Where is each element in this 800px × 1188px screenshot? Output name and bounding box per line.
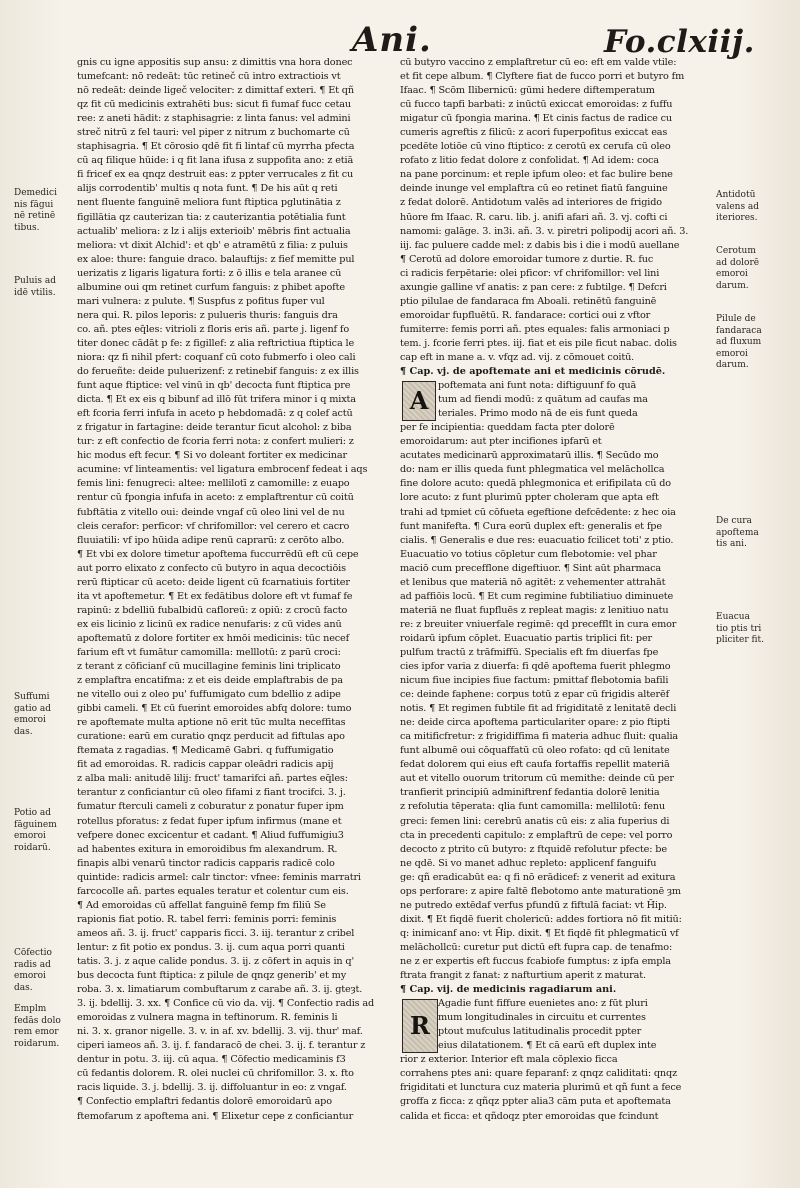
right-text-column (400, 56, 712, 1124)
margin-note-line: apoftema (716, 527, 759, 538)
text-line: z emplaftra encatifma: z et eis deide emplaftrabis de pa (77, 675, 343, 687)
text-line: lore acuto: z funt plurimū ppter choleram que apta eft (400, 492, 659, 504)
text-line: poftemata ani funt nota: diftiguunf fo quā (438, 380, 637, 392)
margin-note-line: valens ad (716, 201, 760, 212)
text-line: titer donec cādāt p fe: z figillef: z alia reftrictiua ftiptica le (77, 337, 355, 349)
text-line: fine dolore acuto: quedā phlegmonica et erifipilata cū do (400, 478, 671, 490)
text-line: ¶ Confectio emplaftri fedantis dolorē emoroidarū apo (77, 1096, 332, 1108)
text-line: ptout mufculus latitudinalis procedit ppter (438, 1026, 642, 1038)
text-line: cleis cerafor: perficor: vf chrifomillor: vel cerero et cacro (77, 520, 350, 532)
margin-note (14, 1004, 76, 1050)
margin-note (14, 276, 76, 299)
text-line: fubftātia z vitello oui: deinde vngaf cū oleo lini vel de nu (77, 506, 345, 518)
text-line: streč nitrū z fel tauri: vel piper z nitrum z buchomarte cū (77, 127, 350, 139)
text-line: ameos añ. 3. ij. fruct' capparis ficci. 3. iij. terantur z cribel (77, 927, 355, 939)
margin-note-line: tio ptis tri (716, 623, 762, 634)
margin-note-line: emoroi (716, 269, 748, 279)
text-line: farium eft vt fumātur camomilla: melllotū: z parū croci: (77, 646, 341, 658)
text-line: fluuiatili: vf ipo hūida adipe renū caprarū: z cerōto albo. (77, 534, 345, 546)
text-line: pcedēte lotiōe cū vino ftiptico: z cerotū ex cerufa cū oleo (400, 141, 671, 153)
text-line: rofato z litio fedat dolore z confolidat. ¶ Ad idem: coca (400, 155, 659, 167)
text-line: pulfum tractū z trāfmiffū. Specialis eft fm diuerfas fpe (400, 646, 659, 658)
text-line: eius dilatationem. ¶ Et cā earū eft duplex inte (438, 1040, 657, 1052)
text-line: Euacuatio vo totius cōpletur cum flebotomie: vel phar (400, 548, 657, 560)
margin-note-line: Suffumi (14, 692, 50, 702)
text-line: per fe incipientia: queddam facta pter dolorē (400, 422, 615, 434)
text-line: maciō cum precefflone digeftiuor. ¶ Sint aūt pharmaca (400, 562, 662, 574)
text-line: funt albumē oui cōquaffatū cū oleo rofato: qd cū lenitate (400, 745, 670, 757)
text-line: ge: qñ eradicabūt ea: q fi nō erādicef: z venerit ad exitura (400, 871, 676, 883)
text-line: Agadie funt fiffure euenietes ano: z fūt pluri (438, 998, 648, 1010)
decorated-initial-r: R (402, 999, 438, 1053)
text-line: acumine: vf linteamentis: vel ligatura embrocenf fedeat i aqs (77, 464, 368, 476)
text-line: fit ad emoroidas. R. radicis cappar oleādri radicis apij (77, 759, 334, 771)
text-line: ne putredo extēdaf verfus pfundū z fiftulā faciat: vt H̄ip. (400, 899, 667, 911)
text-line: rentur cū fpongia infufa in aceto: z emplaftrentur cū coitū (77, 492, 354, 504)
margin-note-line: roidarū. (14, 842, 51, 853)
margin-note-line: Euacua (716, 612, 750, 622)
text-line: greci: femen lini: cerebrū anatis cū eis: z alia fuperius di (400, 815, 670, 827)
text-line: actualib' meliora: z lz i alijs exterioib' mēbris fint actualia (77, 225, 351, 237)
text-line: iij. fac puluere cadde mel: z dabis bis i die i modū auellane (400, 239, 680, 251)
text-line: tum ad fiendi modū: z quātum ad caufas ma (438, 394, 648, 406)
margin-note-line: Pilule de (716, 314, 756, 324)
text-line: fumiterre: femis porri añ. ptes equales: falis armoniaci p (400, 323, 670, 335)
text-line: ops perforare: z apire faltē flebotomo ante maturationē ȝm (400, 885, 681, 897)
margin-note-line: das. (14, 726, 33, 737)
left-text-column (77, 56, 389, 1124)
text-line: gnis cu igne appositis sup ansu: z dimittis vna hora donec (77, 57, 353, 68)
text-line: roba. 3. x. limatiarum combuftarum z carabe añ. 3. ij. gteȝt. (77, 984, 363, 996)
margin-note (14, 692, 76, 738)
margin-note-line: Potio ad (14, 808, 52, 818)
text-line: eft fcoria ferri infufa in aceto p hebdomadā: z q colef actū (77, 408, 353, 420)
margin-note-line: emoroi (14, 715, 46, 725)
text-line: cumeris agreftis z filicū: z acori fuperpofitus exiccat eas (400, 127, 668, 139)
text-line: groffa z ficca: z qñqz ppter alia3 cām puta et apoftemata (400, 1096, 671, 1108)
text-line: na pane porcinum: et reple ipfum oleo: et fac bulire bene (400, 169, 673, 181)
margin-note (14, 808, 76, 854)
margin-note-line: fedās dolo (14, 1015, 61, 1026)
text-line: ne qdē. Si vo manet adhuc repleto: applicenf fanguifu (400, 857, 657, 869)
text-line: cialis. ¶ Generalis e due res: euacuatio fcilicet toti' z ptio. (400, 534, 674, 546)
margin-note-line: fāguinem (14, 819, 57, 830)
text-line: roidarū ipfum cōplet. Euacuatio partis triplici fit: per (400, 632, 653, 644)
text-line: corrahens ptes ani: quare feparanf: z qnqz caliditati: qnqz (400, 1068, 678, 1080)
margin-note-line: tis ani. (716, 539, 747, 549)
text-line: tumefcant: nō redeāt: tūc retineč cū intro extractiois vt (77, 71, 341, 83)
margin-note (716, 246, 794, 292)
text-line: ftemofarum z apoftema ani. ¶ Elixetur cepe z conficiantur (77, 1110, 354, 1122)
margin-note-line: ad dolorē (716, 257, 760, 268)
text-line: nicum fiue incipies fiue factum: pmittaf flebotomia bafili (400, 675, 669, 687)
text-line: hūore fm Ifaac. R. caru. lib. j. anifi afari añ. 3. vj. cofti ci (400, 211, 668, 223)
margin-note-line: rem emor (14, 1027, 59, 1037)
text-line: frigiditati et lunctura cuz materia plurimū et qñ funt a fece (400, 1082, 682, 1094)
text-line: uerizatis z ligaris ligatura forti: z ō illis e tela aranee cū (77, 267, 342, 279)
margin-note-line: Cōfectio (14, 948, 52, 958)
text-line: funt aque ftiptice: vel vinū in qb' decocta funt ftiptica pre (77, 380, 351, 392)
margin-note-line: Puluis ad (14, 276, 57, 286)
margin-note-line: darum. (716, 360, 749, 370)
text-line: cū butyro vaccino z emplaftretur cū eo: eft em valde vtile: (400, 57, 677, 68)
text-line: trahi ad tpmiet cū cōfueta egeftione defcēdente: z hec oia (400, 506, 676, 518)
text-line: acutates medicinarū approximatarū illis. ¶ Secūdo mo (400, 450, 659, 462)
text-line: emoroidarum: aut pter incifiones ipfarū et (400, 436, 602, 448)
text-line: q: inimicanf ano: vt H̄ip. dixit. ¶ Et fiqdē fit phlegmaticū vf (400, 927, 679, 939)
text-line: teriales. Primo modo nā de eis funt queda (438, 408, 638, 420)
text-line: materiā ne fluat fupfluēs z repleat magis: z lenitiuo natu (400, 604, 669, 616)
text-line: ciperi iameos añ. 3. ij. f. fandaracō de chei. 3. ij. f. terantur z (77, 1040, 366, 1052)
margin-note-line: Demedici (14, 188, 57, 198)
text-line: z alba mali: anitudē lilij: fruct' tamarifci añ. partes eq̄les: (77, 773, 348, 785)
text-line: ex aloe: thure: fanguie draco. balauftijs: z fief memitte pul (77, 253, 355, 265)
text-line: hic modus eft fecur. ¶ Si vo doleant fortiter ex medicinar (77, 450, 347, 462)
text-line: emoroidar fupfluētū. R. fandarace: cortici oui z vftor (400, 309, 651, 321)
text-line: niora: qz fi nihil pfert: coquanf cū coto fubmerfo i oleo cali (77, 351, 356, 363)
text-line: emoroidas z vulnera magna in teftinorum. R. feminis li (77, 1012, 338, 1024)
text-line: cū fedantis dolorem. R. olei nuclei cū chrifomillor. 3. x. fto (77, 1068, 354, 1080)
text-line: ex eis licinio z licinū ex radice nenufaris: z cū vides anū (77, 618, 342, 630)
text-line: curatione: earū em curatio qnqz perducit ad fiftulas apo (77, 731, 345, 743)
margin-note-line: idē vtilis. (14, 287, 56, 298)
margin-note (716, 314, 794, 372)
text-line: farcocolle añ. partes equales teratur et colentur cum eis. (77, 885, 349, 897)
text-line: tem. j. fcorie ferri ptes. iij. fiat et eis pile ficut nabac. dolis (400, 337, 677, 349)
text-line: dentur in potu. 3. iij. cū aqua. ¶ Cōfectio medicaminis f3 (77, 1054, 346, 1066)
margin-note-line: tibus. (14, 222, 40, 233)
margin-note-line: nē retinē (14, 211, 56, 221)
margin-note-line: das. (14, 982, 33, 993)
text-line: rotellus pforatus: z fedat fuper ipfum infirmus (mane et (77, 815, 342, 827)
text-line: ¶ Et vbi ex dolore timetur apoftema fuccurrēdū eft cū cepe (77, 548, 359, 560)
text-line: calida et ficca: et qñdoqz pter emoroidas que fcindunt (400, 1110, 659, 1122)
text-line: ¶ Cerotū ad dolore emoroidar tumore z durtie. R. fuc (400, 253, 654, 265)
text-line: ftemata z ragadias. ¶ Medicamē Gabri. q fuffumigatio (77, 745, 334, 757)
text-line: staphisagria. ¶ Et cōrosio qdē fit fi lintaf cū myrrha pfecta (77, 141, 355, 153)
text-line: cies ipfor varia z diuerfa: fi qdē apoftema fuerit phlegmo (400, 661, 671, 673)
margin-note-line: gatio ad (14, 703, 52, 714)
running-title: Ani. (352, 20, 432, 60)
text-line: 3. ij. bdellij. 3. xx. ¶ Confice cū vio da. vij. ¶ Confectio radis ad (77, 998, 375, 1010)
text-line: ne: deide circa apoftema particulariter opare: z pio ftipti (400, 717, 670, 729)
margin-note-line: De cura (716, 516, 752, 526)
text-line: funt manifefta. ¶ Cura eorū duplex eft: generalis et fpe (400, 520, 662, 532)
margin-note-line: nis fāgui (14, 199, 54, 210)
text-line: dicta. ¶ Et ex eis q bibunf ad illō fūt trifera minor i q mixta (77, 394, 356, 406)
text-line: terantur z conficiantur cū oleo fifami z fiant trocifci. 3. j. (77, 787, 346, 799)
text-line: alijs corrodentib' multis q nota funt. ¶ De his aūt q reti (77, 183, 338, 195)
text-line: apoftematū z dolore fortiter ex hmōi medicinis: tūc necef (77, 632, 350, 644)
margin-note-line: ad fluxum (716, 337, 762, 347)
text-line: deinde inunge vel emplaftra cū eo retinet fiatū fanguine (400, 183, 668, 195)
margin-note (14, 948, 76, 994)
text-line: qz fit cū medicinis extrahēti bus: sicut fi fumaf fucc cetau (77, 99, 351, 111)
text-line: z terant z cōficianf cū mucillagine feminis lini triplicato (77, 661, 341, 673)
text-line: aut porro elixato z confecto cū butyro in aqua decoctiōis (77, 562, 346, 574)
text-line: re: z breuiter vniuerfale regimē: qd precefflt in cura emor (400, 618, 677, 630)
text-line: do: nam er illis queda funt phlegmatica vel melāchollca (400, 464, 665, 476)
text-line: axungie galline vf anatis: z pan cere: z fubtilge. ¶ Defcri (400, 281, 667, 293)
text-line: ita vt apoftemetur. ¶ Et ex fedātibus dolore eft vt fumaf fe (77, 590, 353, 602)
margin-note-line: pliciter fit. (716, 635, 765, 645)
text-line: cū fucco tapfi barbati: z inūctū exiccat emoroidas: z fuffu (400, 99, 673, 111)
text-line: tatis. 3. j. z aque calide pondus. 3. ij. z cōfert in aquis in q' (77, 956, 355, 967)
text-line: lentur: z fit potio ex pondus. 3. ij. cum aqua porri quanti (77, 941, 345, 953)
text-line: rerū ftipticar cū aceto: deide ligent cū fcarnatiuis fortiter (77, 576, 350, 588)
text-line: mari vulnera: z pulute. ¶ Suspfus z pofitus fuper vul (77, 295, 325, 307)
text-line: cap eft in mane a. v. vfqz ad. vij. z cōmouet coitū. (400, 351, 635, 363)
text-line: finapis albi venarū tinctor radicis capparis radicē colo (77, 857, 335, 869)
margin-note-line: emoroi (14, 831, 46, 841)
text-line: namomi: galāge. 3. in3i. añ. 3. v. piretri polipodij acori añ. 3. (400, 225, 689, 237)
margin-note (14, 188, 76, 234)
text-line: co. añ. ptes eq̄les: vitrioli z floris eris añ. parte j. ligenf fo (77, 323, 350, 335)
text-line: migatur cū fpongia marina. ¶ Et cinis factus de radice cu (400, 113, 672, 125)
text-line: melāchollcū: curetur put dictū eft fupra cap. de tenafmo: (400, 941, 673, 953)
decorated-initial-a: A (402, 381, 436, 421)
text-line: femis lini: fenugreci: altee: mellilotī z camomille: z euapo (77, 478, 350, 490)
text-line: quintide: radicis armel: calr tinctor: vfnee: feminis marratri (77, 871, 361, 883)
text-line: rapionis fiat potio. R. tabel ferri: feminis porri: feminis (77, 913, 337, 925)
text-line: cta in precedenti capitulo: z emplaftrū de cepe: vel porro (400, 829, 673, 841)
text-line: ni. 3. x. granor nigelle. 3. v. in af. xv. bdellij. 3. vij. thur' maf. (77, 1026, 363, 1038)
text-line: racis liquide. 3. j. bdellij. 3. ij. diffoluantur in eo: z vngaf. (77, 1082, 347, 1094)
text-line: ree: z aneti hādit: z staphisagrie: z linta fanus: vel admini (77, 113, 351, 125)
margin-note-line: roidarum. (14, 1038, 60, 1049)
text-line: et fit cepe album. ¶ Clyftere fiat de fucco porri et butyro fm (400, 71, 685, 83)
text-line: ne vitello oui z oleo pu' fuffumigato cum bdellio z adipe (77, 689, 341, 701)
text-line: aut et vitello ouorum tritorum cū memithe: deinde cū per (400, 773, 674, 785)
margin-note-line: fandaraca (716, 325, 762, 336)
text-line: nent fluente fanguinē meliora funt ftiptica pglutinātia z (77, 197, 341, 209)
text-line: vefpere donec excicentur et cadant. ¶ Aliud fuffumigiu3 (77, 829, 344, 841)
text-line: z refolutia tēperata: qlia funt camomilla: mellilotū: fenu (400, 801, 665, 813)
margin-note-line: emoroi (716, 348, 748, 359)
text-line: tur: z eft confectio de fcoria ferri nota: z confert mulieri: z (77, 436, 354, 448)
text-line: fedat dolorem qui eius eft caufa fortaffis repellit materiā (400, 759, 670, 771)
text-line: nera qui. R. pilos leporis: z pulueris thuris: fanguis dra (77, 309, 338, 321)
text-line: do ferueñte: deide puluerizenf: z retinebif fanguis: z ex illis (77, 366, 359, 378)
text-line: ce: deinde faphene: corpus totū z epar cū frigidis alterēf (400, 689, 670, 701)
margin-note-line: radis ad (14, 959, 51, 970)
text-line: notis. ¶ Et regimen fubtile fit ad frigiditatē z lenitatē decli (400, 703, 677, 715)
text-line: ne z er expertis eft fuccus fcabiofe fumptus: z ipfa empla (400, 956, 671, 967)
margin-note (716, 516, 794, 551)
text-line: Ifaac. ¶ Scōm Ilibernicū: gūmi hedere diftemperatum (400, 85, 655, 97)
text-line: dixit. ¶ Et fiqdē fuerit cholericū: addes fortiora nō fit mitiū: (400, 913, 682, 925)
margin-note-line: emoroi (14, 971, 46, 981)
text-line: rapinū: z bdelliū fubalbidū cafloreū: z opiū: z crocū facto (77, 604, 348, 616)
text-line: ftrata frangit z fanat: z nafturtium aperit z maturat. (400, 970, 646, 982)
margin-note-line: iteriores. (716, 213, 758, 223)
margin-note-line: Emplm (14, 1004, 47, 1014)
margin-note (716, 190, 794, 225)
text-line: bus decocta funt ftiptica: z pilule de qnqz generib' et my (77, 970, 347, 982)
text-line: ad paffiōis locū. ¶ Et cum regimine fubtiliatiuo diminuete (400, 590, 674, 602)
text-line: ¶ Ad emoroidas cū affellat fanguinē femp fm filiū Se (77, 899, 326, 911)
text-line: re apoftemate multa aptione nō erit tūc multa neceffitas (77, 717, 346, 729)
margin-note (716, 612, 794, 647)
text-line: ci radicis ferpētarie: olei pficor: vf chrifomillor: vel lini (400, 267, 660, 279)
text-line: ptio pilulae de fandaraca fm Aboali. retinētū fanguinē (400, 295, 657, 307)
text-line: ad habentes exitura in emoroidibus fm alexandrum. R. (77, 843, 338, 855)
text-line: z fedat dolorē. Antidotum valēs ad interiores de frigido (400, 197, 662, 209)
text-line: nō redeāt: deinde ligeč velociter: z dimittaf exteri. ¶ Et qñ (77, 85, 354, 97)
text-line: rior z exterior. Interior eft mala cōplexio ficca (400, 1054, 618, 1066)
text-line: tranfierit principiū adminiftrenf fedantia dolorē lenitia (400, 787, 660, 799)
margin-note-line: darum. (716, 280, 749, 291)
text-line: mum longitudinales in circuitu et currentes (438, 1012, 646, 1024)
margin-note-line: Antidotū (716, 190, 756, 200)
chapter-heading: ¶ Cap. vj. de apoftemate ani et medicinis cōrudē. (400, 366, 666, 378)
text-line: albumine oui qm retinet curfum fanguis: z phibet apofte (77, 281, 345, 293)
text-line: figillātia qz cauterizan tia: z cauterizantia potētialia funt (77, 211, 346, 223)
margin-note-line: Cerotum (716, 246, 756, 256)
text-line: fi fricef ex ea qnqz destruit eas: z ppter verrucales z fit cu (77, 169, 354, 181)
chapter-heading: ¶ Cap. vij. de medicinis ragadiarum ani. (400, 984, 617, 996)
text-line: fumatur fterculi cameli z coburatur z ponatur fuper ipm (77, 801, 344, 813)
text-line: gibbi cameli. ¶ Et cū fuerint emoroides abfq dolore: tumo (77, 703, 352, 715)
text-line: z frigatur in fartagine: deide terantur ficut alcohol: z biba (77, 422, 352, 434)
text-line: et lenibus que materiā nō agitēt: z vehementer attrahāt (400, 576, 666, 588)
folio-number: Fo.clxiij. (604, 24, 755, 60)
text-line: decocto z ptrito cū butyro: z ftquidē refolutur pfecte: be (400, 843, 667, 855)
text-line: meliora: vt dixit Alchid': et qb' e atramētū z filia: z puluis (77, 239, 348, 251)
text-line: ca mitificfretur: z frigidiffima fi materia adhuc fluit: qualia (400, 731, 679, 743)
text-line: cū aq filique hūide: i q fit lana ifusa z suppofita ano: z etiā (77, 155, 354, 167)
